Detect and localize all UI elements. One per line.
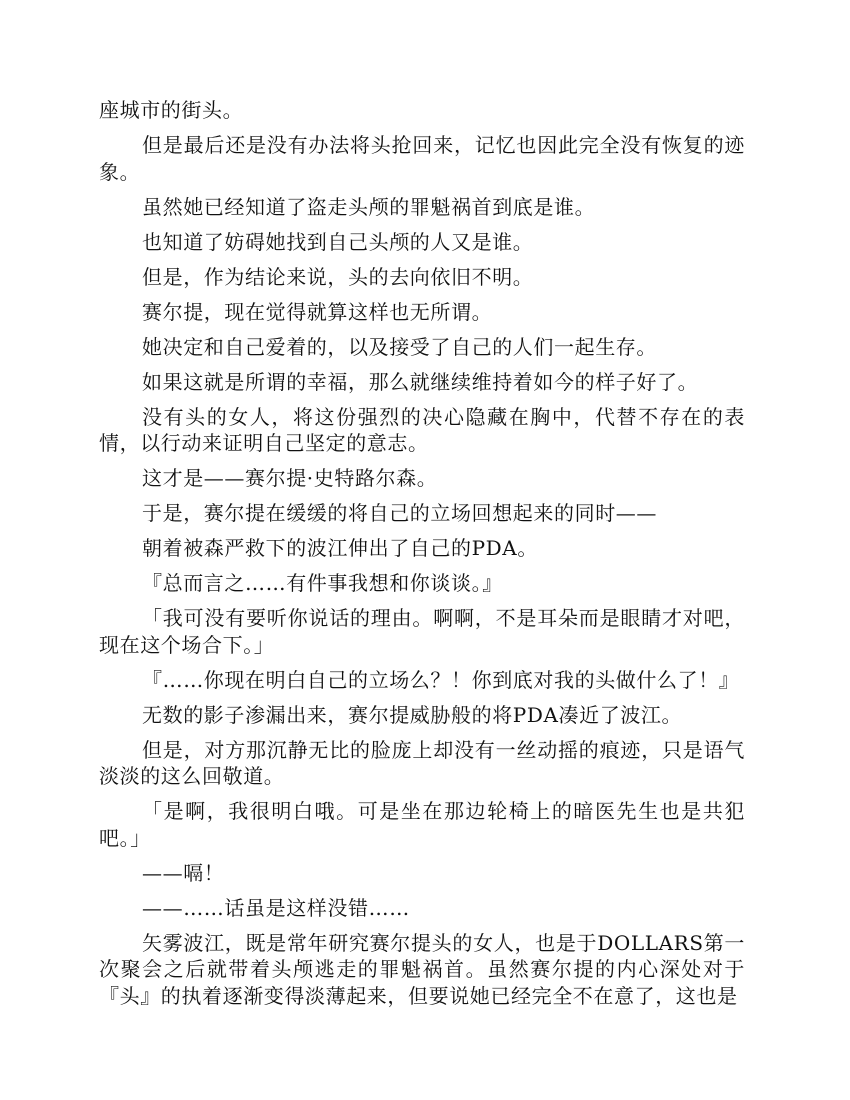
paragraph: 无数的影子渗漏出来，赛尔提威胁般的将PDA凑近了波江。 (142, 702, 683, 727)
paragraph: 「我可没有要听你说话的理由。啊啊，不是耳朵而是眼睛才对吧，现在这个场合下。」 (99, 606, 745, 657)
document-page (99, 97, 745, 1018)
paragraph: 没有头的女人，将这份强烈的决心隐藏在胸中，代替不存在的表情，以行动来证明自己坚定的意志。 (99, 404, 745, 455)
paragraph: 如果这就是所谓的幸福，那么就继续维持着如今的样子好了。 (142, 369, 699, 394)
paragraph: 这才是——赛尔提·史特路尔森。 (142, 466, 438, 490)
paragraph: 朝着被森严救下的波江伸出了自己的PDA。 (142, 536, 538, 560)
paragraph: 虽然她已经知道了盗走头颅的罪魁祸首到底是谁。 (142, 194, 596, 219)
paragraph: 她决定和自己爱着的，以及接受了自己的人们一起生存。 (142, 334, 657, 359)
paragraph: 赛尔提，现在觉得就算这样也无所谓。 (142, 299, 493, 324)
paragraph: 也知道了妨碍她找到自己头颅的人又是谁。 (142, 229, 534, 254)
paragraph: 矢雾波江，既是常年研究赛尔提头的女人，也是于DOLLARS第一次聚会之后就带着头颅逃走的罪魁祸首。虽然赛尔提的内心深处对于『头』的执着逐渐变得淡薄起来，但要说她已经完全不在意了，这也是 (99, 930, 745, 1008)
paragraph: 但是最后还是没有办法将头抢回来，记忆也因此完全没有恢复的迹象。 (99, 133, 745, 184)
paragraph: 『总而言之……有件事我想和你谈谈。』 (142, 571, 503, 595)
paragraph: 『……你现在明白自己的立场么？！你到底对我的头做什么了！』 (142, 667, 740, 692)
paragraph: 但是，对方那沉静无比的脸庞上却没有一丝动摇的痕迹，只是语气淡淡的这么回敬道。 (99, 737, 745, 788)
paragraph: 「是啊，我很明白哦。可是坐在那边轮椅上的暗医先生也是共犯吧。」 (99, 799, 745, 850)
paragraph: 座城市的街头。 (99, 98, 244, 122)
paragraph: ——嗝！ (142, 860, 225, 885)
paragraph: 但是，作为结论来说，头的去向依旧不明。 (142, 264, 534, 289)
paragraph: ——……话虽是这样没错…… (142, 895, 410, 920)
paragraph: 于是，赛尔提在缓缓的将自己的立场回想起来的同时—— (142, 501, 657, 525)
